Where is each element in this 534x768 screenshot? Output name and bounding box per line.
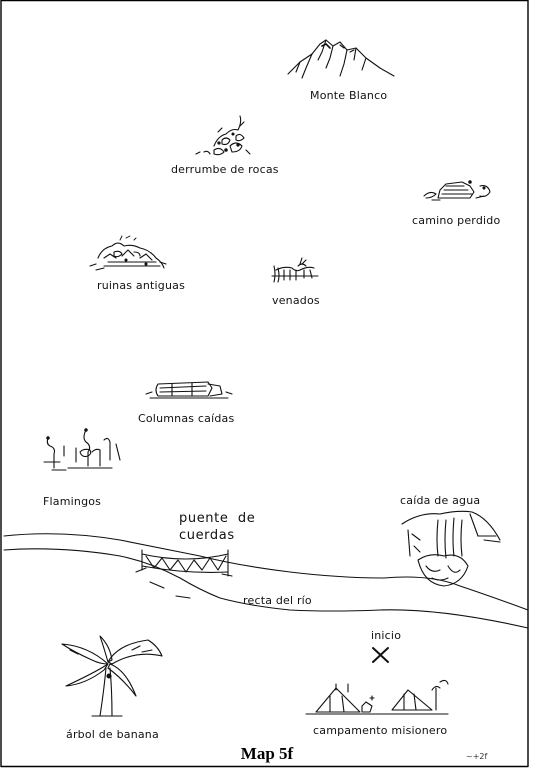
ruins-icon: [90, 236, 166, 270]
label-recta-del-rio: recta del río: [243, 594, 312, 607]
label-cuerdas: cuerdas: [179, 528, 235, 543]
label-ruinas-antiguas: ruinas antiguas: [97, 279, 185, 292]
deer-icon: [272, 258, 318, 282]
fallen-columns-icon: [146, 382, 232, 398]
label-monte-blanco: Monte Blanco: [310, 89, 388, 102]
rope-bridge-icon: [136, 550, 232, 576]
page-border: [1, 1, 528, 767]
banana-tree-icon: [62, 636, 162, 716]
mission-camp-icon: [306, 680, 448, 714]
label-arbol-de-banana: árbol de banana: [66, 728, 159, 741]
map-title: Map 5f: [240, 744, 294, 763]
start-x-icon: [373, 648, 388, 662]
waterfall-icon: [402, 511, 500, 586]
label-campamento-misionero: campamento misionero: [313, 724, 448, 737]
river-icon: [4, 534, 528, 628]
label-puente-de: puente de: [179, 511, 256, 526]
artist-signature: ~+2f: [466, 752, 488, 761]
label-inicio: inicio: [371, 629, 402, 642]
lost-path-icon: [424, 181, 490, 200]
label-caida-de-agua: caída de agua: [400, 494, 481, 507]
mountain-icon: [288, 40, 394, 78]
label-camino-perdido: camino perdido: [412, 214, 501, 227]
label-venados: venados: [272, 294, 320, 307]
label-flamingos: Flamingos: [43, 495, 102, 508]
rockfall-icon: [196, 116, 250, 155]
label-derrumbe-de-rocas: derrumbe de rocas: [171, 163, 279, 176]
label-columnas-caidas: Columnas caídas: [138, 412, 235, 425]
flamingo-icon: [44, 429, 120, 470]
